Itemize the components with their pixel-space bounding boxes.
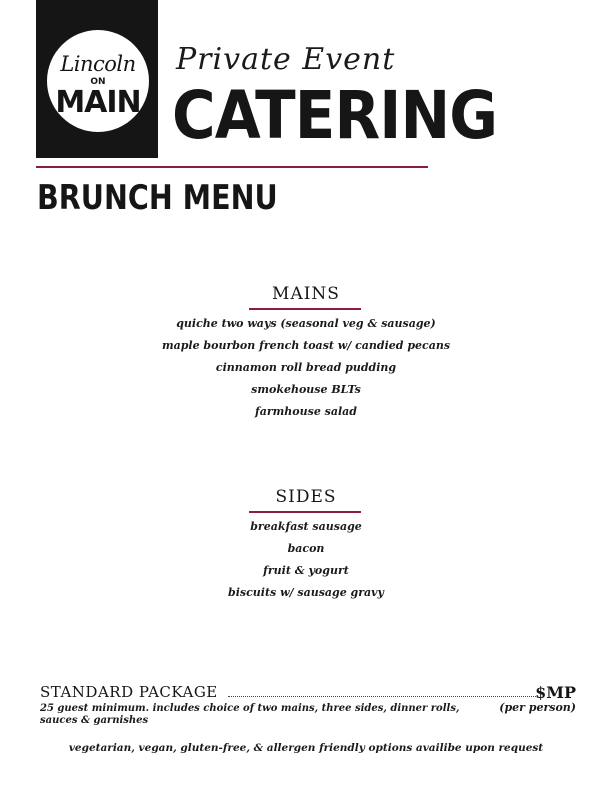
- header-divider: [36, 166, 428, 168]
- list-item: maple bourbon french toast w/ candied pecans: [161, 339, 451, 352]
- list-item: bacon: [287, 542, 325, 555]
- header-subtitle: Private Event: [176, 42, 396, 77]
- header-title: CATERING: [172, 77, 498, 154]
- list-item: biscuits w/ sausage gravy: [228, 586, 384, 599]
- list-item: breakfast sausage: [250, 520, 362, 533]
- section-heading-mains: MAINS: [272, 284, 340, 304]
- section-heading-sides: SIDES: [275, 487, 337, 507]
- package-price: $MP: [535, 683, 576, 702]
- list-item: smokehouse BLTs: [251, 383, 361, 396]
- dietary-footnote: vegetarian, vegan, gluten-free, & allergen friendly options availibe upon request: [68, 742, 544, 754]
- list-item: quiche two ways (seasonal veg & sausage): [176, 317, 436, 330]
- list-item: fruit & yogurt: [263, 564, 349, 577]
- mains-list: [106, 313, 506, 423]
- logo-on-text: ON: [90, 77, 106, 87]
- page-title: BRUNCH MENU: [37, 178, 278, 218]
- sides-list: [106, 516, 506, 604]
- logo-main-text: MAIN: [55, 85, 141, 120]
- price-leader-dots: [228, 696, 536, 697]
- list-item: cinnamon roll bread pudding: [215, 361, 397, 374]
- price-note: (per person): [499, 701, 576, 714]
- package-description: 25 guest minimum. includes choice of two mains, three sides, dinner rolls, sauces & garnishes: [40, 703, 460, 726]
- list-item: farmhouse salad: [255, 405, 357, 418]
- package-name: STANDARD PACKAGE: [40, 683, 218, 701]
- logo-circle: [47, 30, 149, 132]
- section-divider-sides: [249, 511, 361, 513]
- logo-script-text: Lincoln: [60, 52, 136, 76]
- logo: [36, 0, 158, 158]
- section-divider-mains: [249, 308, 361, 310]
